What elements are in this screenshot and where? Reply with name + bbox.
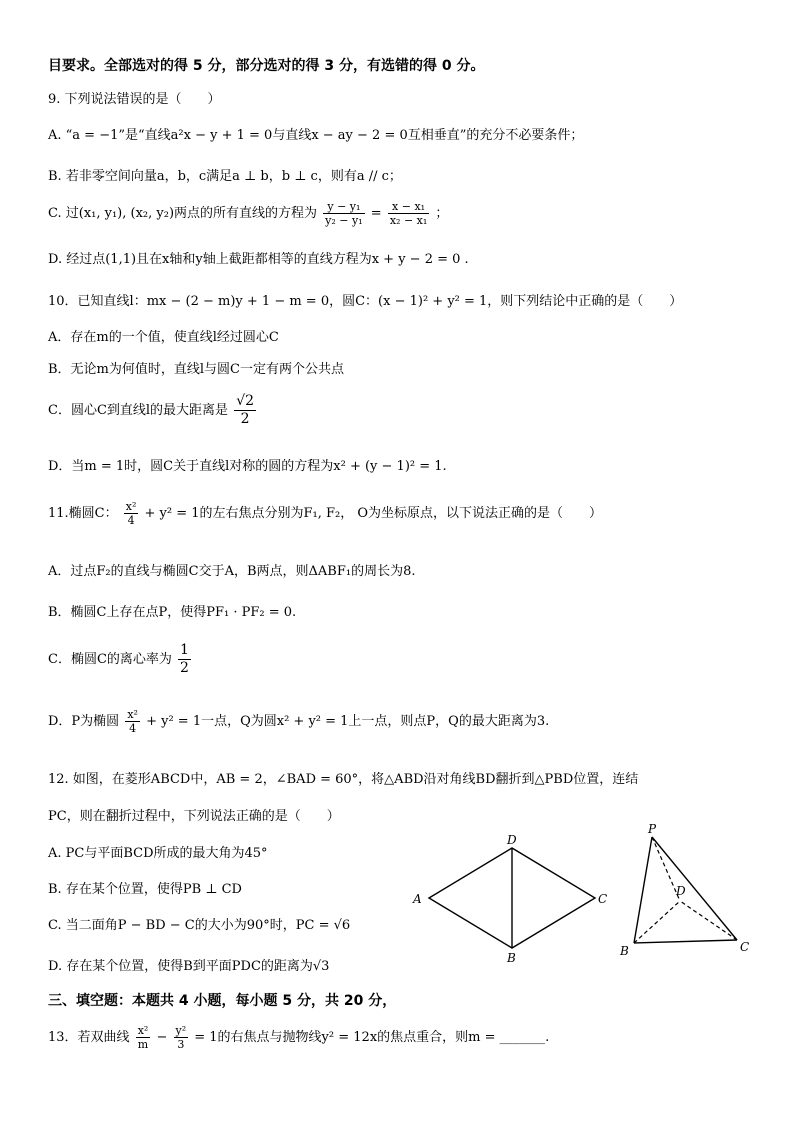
q12-option-a: A. PC与平面BCD所成的最大角为45° (48, 846, 268, 861)
q11-d-num: x² (127, 708, 138, 721)
q10-stem: 10．已知直线l：mx − (2 − m)y + 1 − m = 0，圆C：(x − 1)² + y² = 1，则下列结论中正确的是（ ） (48, 294, 683, 309)
rhombus-label-b: B (507, 951, 516, 965)
q13-frac2 (174, 1024, 189, 1051)
q11-d-suffix: + y² = 1一点，Q为圆x² + y² = 1上一点，则点P，Q的最大距离为3. (146, 714, 550, 729)
q13-suffix: = 1的右焦点与抛物线y² = 12x的焦点重合，则m = _______. (194, 1030, 550, 1045)
q9-c-frac2 (388, 200, 429, 227)
rhombus-figure (405, 830, 615, 970)
q11-d-prefix: D．P为椭圆 (48, 714, 120, 729)
q11-stem-prefix: 11.椭圆C： (48, 506, 118, 521)
q12-option-c: C. 当二面角P − BD − C的大小为90°时，PC = √6 (48, 918, 351, 933)
q11-c-den: 2 (180, 660, 189, 676)
q11-stem-num: x² (125, 500, 137, 513)
q13-den2: 3 (177, 1038, 185, 1051)
q12-stem-line2: PC，则在翻折过程中，下列说法正确的是（ ） (48, 809, 340, 824)
q11-c-frac (178, 642, 191, 677)
q9-option-a: A. “a = −1”是“直线a²x − y + 1 = 0与直线x − ay − 2 = 0互相垂直”的充分不必要条件； (48, 128, 584, 143)
rhombus-label-c: C (598, 892, 608, 906)
q11-stem-den: 4 (127, 514, 135, 527)
q10-option-d: D．当m = 1时，圆C关于直线l对称的圆的方程为x² + (y − 1)² = 1. (48, 459, 447, 474)
q10-option-b: B．无论m为何值时，直线l与圆C一定有两个公共点 (48, 362, 344, 377)
q10-c-num: √2 (236, 393, 255, 409)
q10-option-a: A．存在m的一个值，使直线l经过圆心C (48, 330, 279, 345)
q11-stem (48, 500, 602, 527)
q9-option-d: D. 经过点(1,1)且在x轴和y轴上截距都相等的直线方程为x + y − 2 = 0 . (48, 252, 469, 267)
q9-option-c (48, 200, 448, 227)
q11-stem-frac (124, 500, 139, 527)
q11-option-c (48, 642, 193, 677)
edge-pb (634, 837, 652, 943)
q10-c-frac (234, 393, 256, 428)
q13-prefix: 13．若双曲线 (48, 1030, 130, 1045)
edge-bc (634, 940, 737, 943)
q11-c-num: 1 (180, 642, 189, 658)
q9-c-eq: = (370, 206, 382, 221)
q9-c-end: ； (435, 206, 449, 221)
tetra-label-c: C (740, 940, 750, 954)
q9-option-b: B. 若非零空间向量a，b，c满足a ⊥ b，b ⊥ c，则有a // c； (48, 169, 402, 184)
tetra-label-b: B (620, 944, 629, 958)
q9-c-prefix: C. 过(x₁, y₁), (x₂, y₂)两点的所有直线的方程为 (48, 206, 318, 221)
tetrahedron-figure (612, 815, 762, 965)
q13-frac1 (136, 1024, 151, 1051)
q9-stem: 9. 下列说法错误的是（ ） (48, 92, 221, 107)
q9-c-frac1 (323, 200, 364, 227)
section3-header: 三、填空题：本题共 4 小题，每小题 5 分，共 20 分， (48, 993, 397, 1009)
edge-bd (634, 901, 680, 943)
tetra-label-d: D (676, 884, 686, 898)
q12-option-d: D. 存在某个位置，使得B到平面PDC的距离为√3 (48, 959, 330, 974)
q9-c-den2: x₂ − x₁ (389, 214, 428, 227)
section-header: 目要求。全部选对的得 5 分，部分选对的得 3 分，有选错的得 0 分。 (48, 58, 485, 74)
q9-c-den1: y₂ − y₁ (325, 214, 363, 227)
rhombus-label-a: A (413, 892, 422, 906)
q11-option-d (48, 708, 549, 735)
q12-option-b: B. 存在某个位置，使得PB ⊥ CD (48, 882, 242, 897)
q13-num2: y² (175, 1024, 187, 1037)
tetra-label-p: P (648, 822, 657, 836)
rhombus-label-d: D (507, 833, 517, 847)
q11-d-den: 4 (129, 722, 137, 735)
q9-c-num1: y − y₁ (323, 200, 364, 214)
q13-num1: x² (137, 1024, 149, 1037)
edge-pc (652, 837, 737, 940)
q10-option-c (48, 393, 258, 428)
q11-option-a: A．过点F₂的直线与椭圆C交于A，B两点，则ΔABF₁的周长为8. (48, 564, 416, 579)
q11-d-frac (125, 708, 140, 735)
q11-option-b: B．椭圆C上存在点P，使得PF₁ · PF₂ = 0. (48, 605, 297, 620)
q13 (48, 1024, 549, 1051)
q13-minus: − (156, 1030, 168, 1045)
q9-c-num2: x − x₁ (388, 200, 429, 214)
q11-c-prefix: C．椭圆C的离心率为 (48, 652, 172, 667)
q11-stem-suffix: + y² = 1的左右焦点分别为F₁, F₂， O为坐标原点，以下说法正确的是（ ） (144, 506, 603, 521)
q10-c-prefix: C．圆心C到直线l的最大距离是 (48, 403, 229, 418)
q10-c-den: 2 (240, 411, 250, 427)
q12-stem-line1: 12. 如图，在菱形ABCD中，AB = 2，∠BAD = 60°，将△ABD沿对角线BD翻折到△PBD位置，连结 (48, 772, 639, 787)
q13-den1: m (137, 1038, 149, 1051)
edge-cd (680, 901, 737, 940)
